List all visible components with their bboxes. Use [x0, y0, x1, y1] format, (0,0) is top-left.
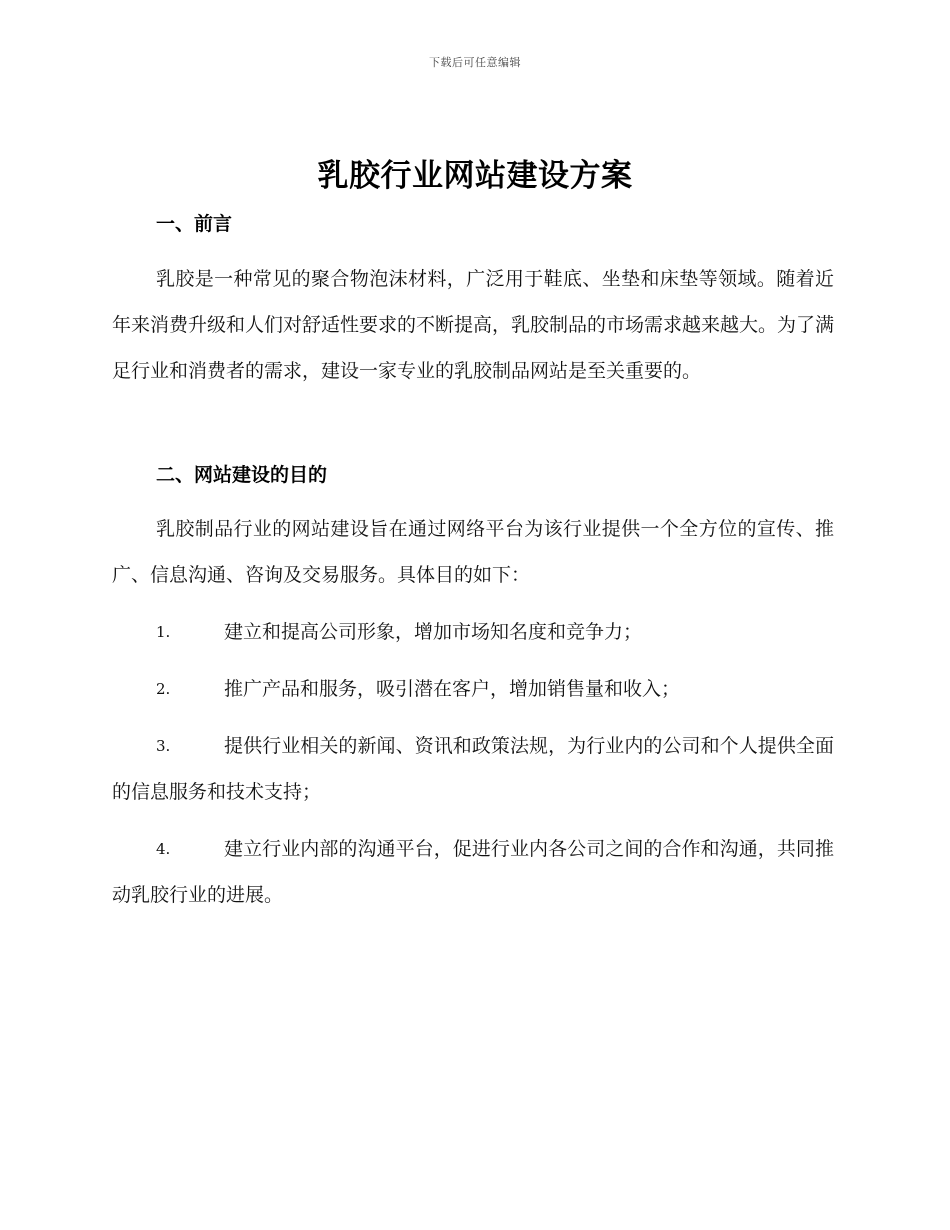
- list-item-text: 提供行业相关的新闻、资讯和政策法规，为行业内的公司和个人提供全面的信息服务和技术支持；: [112, 735, 834, 803]
- list-item-number: 3.: [156, 737, 171, 755]
- list-item-text: 建立和提高公司形象，增加市场知名度和竞争力；: [224, 621, 643, 643]
- document-title: 乳胶行业网站建设方案: [317, 158, 633, 194]
- purpose-list-item: [112, 609, 834, 655]
- purpose-paragraph: 乳胶制品行业的网站建设旨在通过网络平台为该行业提供一个全方位的宣传、推广、信息沟通、咨询及交易服务。具体目的如下：: [112, 518, 834, 586]
- purpose-list-item: [112, 826, 834, 918]
- list-item-number: 2.: [156, 680, 171, 698]
- preface-paragraph: 乳胶是一种常见的聚合物泡沫材料，广泛用于鞋底、坐垫和床垫等领域。随着近年来消费升级和人们对舒适性要求的不断提高，乳胶制品的市场需求越来越大。为了满足行业和消费者的需求，建设一家专业的乳胶制品网站是至关重要的。: [112, 268, 835, 382]
- list-item-number: 1.: [156, 623, 171, 641]
- list-item-text: 建立行业内部的沟通平台，促进行业内各公司之间的合作和沟通，共同推动乳胶行业的进展。: [112, 838, 834, 906]
- purpose-list-item: [112, 666, 834, 712]
- section-heading-preface: 一、前言: [156, 213, 233, 235]
- list-item-text: 推广产品和服务，吸引潜在客户，增加销售量和收入；: [224, 678, 681, 700]
- purpose-list-item: [112, 723, 834, 815]
- list-item-number: 4.: [156, 840, 171, 858]
- section-heading-purpose: 二、网站建设的目的: [156, 464, 328, 486]
- page-header-note: 下载后可任意编辑: [429, 56, 521, 69]
